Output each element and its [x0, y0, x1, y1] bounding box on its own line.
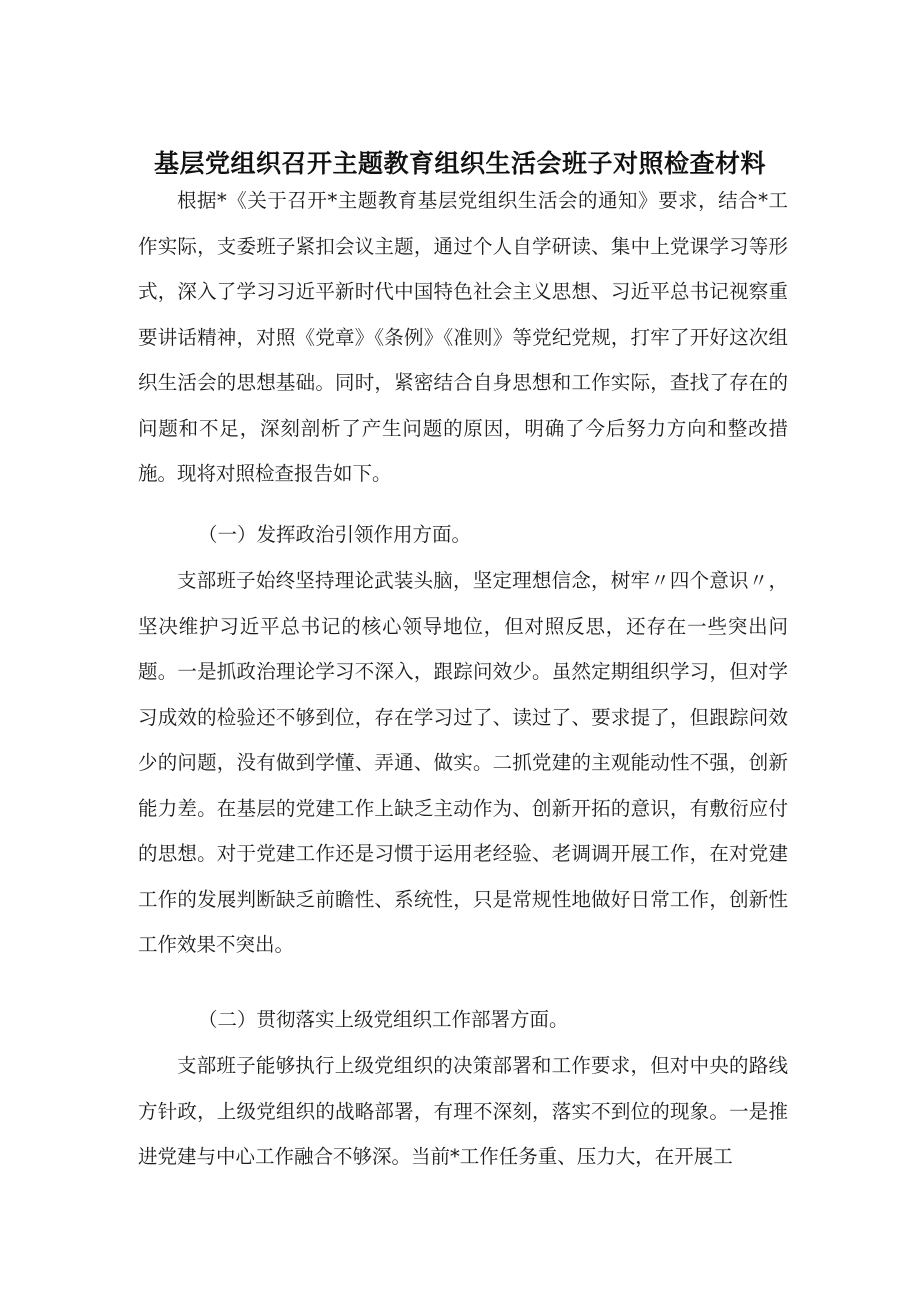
section-heading-1: （一）发挥政治引领作用方面。 — [198, 523, 472, 546]
intro-paragraph: 根据*《关于召开*主题教育基层党组织生活会的通知》要求，结合*工作实际，支委班子紧扣会议主题，通过个人自学研读、集中上党课学习等形式，深入了学习习近平新时代中国特色社会主义思想、习近平总书记视察重要讲话精神，对照《党章》《条例》《准则》等党纪党规，打牢了开好这次组织生活会的思想基础。同时，紧密结合自身思想和工作实际，查找了存在的问题和不足，深刻剖析了产生问题的原因，明确了今后努力方向和整改措施。现将对照检查报告如下。 — [138, 189, 788, 485]
section-body-2: 支部班子能够执行上级党组织的决策部署和工作要求，但对中央的路线方针政，上级党组织的战略部署，有理不深刻，落实不到位的现象。一是推进党建与中心工作融合不够深。当前*工作任务重、压力大，在开展工 — [138, 1054, 788, 1168]
section-body-1: 支部班子始终坚持理论武装头脑，坚定理想信念，树牢〃四个意识〃，坚决维护习近平总书记的核心领导地位，但对照反思，还存在一些突出问题。一是抓政治理论学习不深入，跟踪问效少。虽然定期组织学习，但对学习成效的检验还不够到位，存在学习过了、读过了、要求提了，但跟踪问效少的问题，没有做到学懂、弄通、做实。二抓党建的主观能动性不强，创新能力差。在基层的党建工作上缺乏主动作为、创新开拓的意识，有敷衍应付的思想。对于党建工作还是习惯于运用老经验、老调调开展工作，在对党建工作的发展判断缺乏前瞻性、系统性，只是常规性地做好日常工作，创新性工作效果不突出。 — [138, 569, 788, 956]
document-title: 基层党组织召开主题教育组织生活会班子对照检查材料 — [153, 148, 766, 178]
section-heading-2: （二）贯彻落实上级党组织工作部署方面。 — [198, 1008, 569, 1031]
